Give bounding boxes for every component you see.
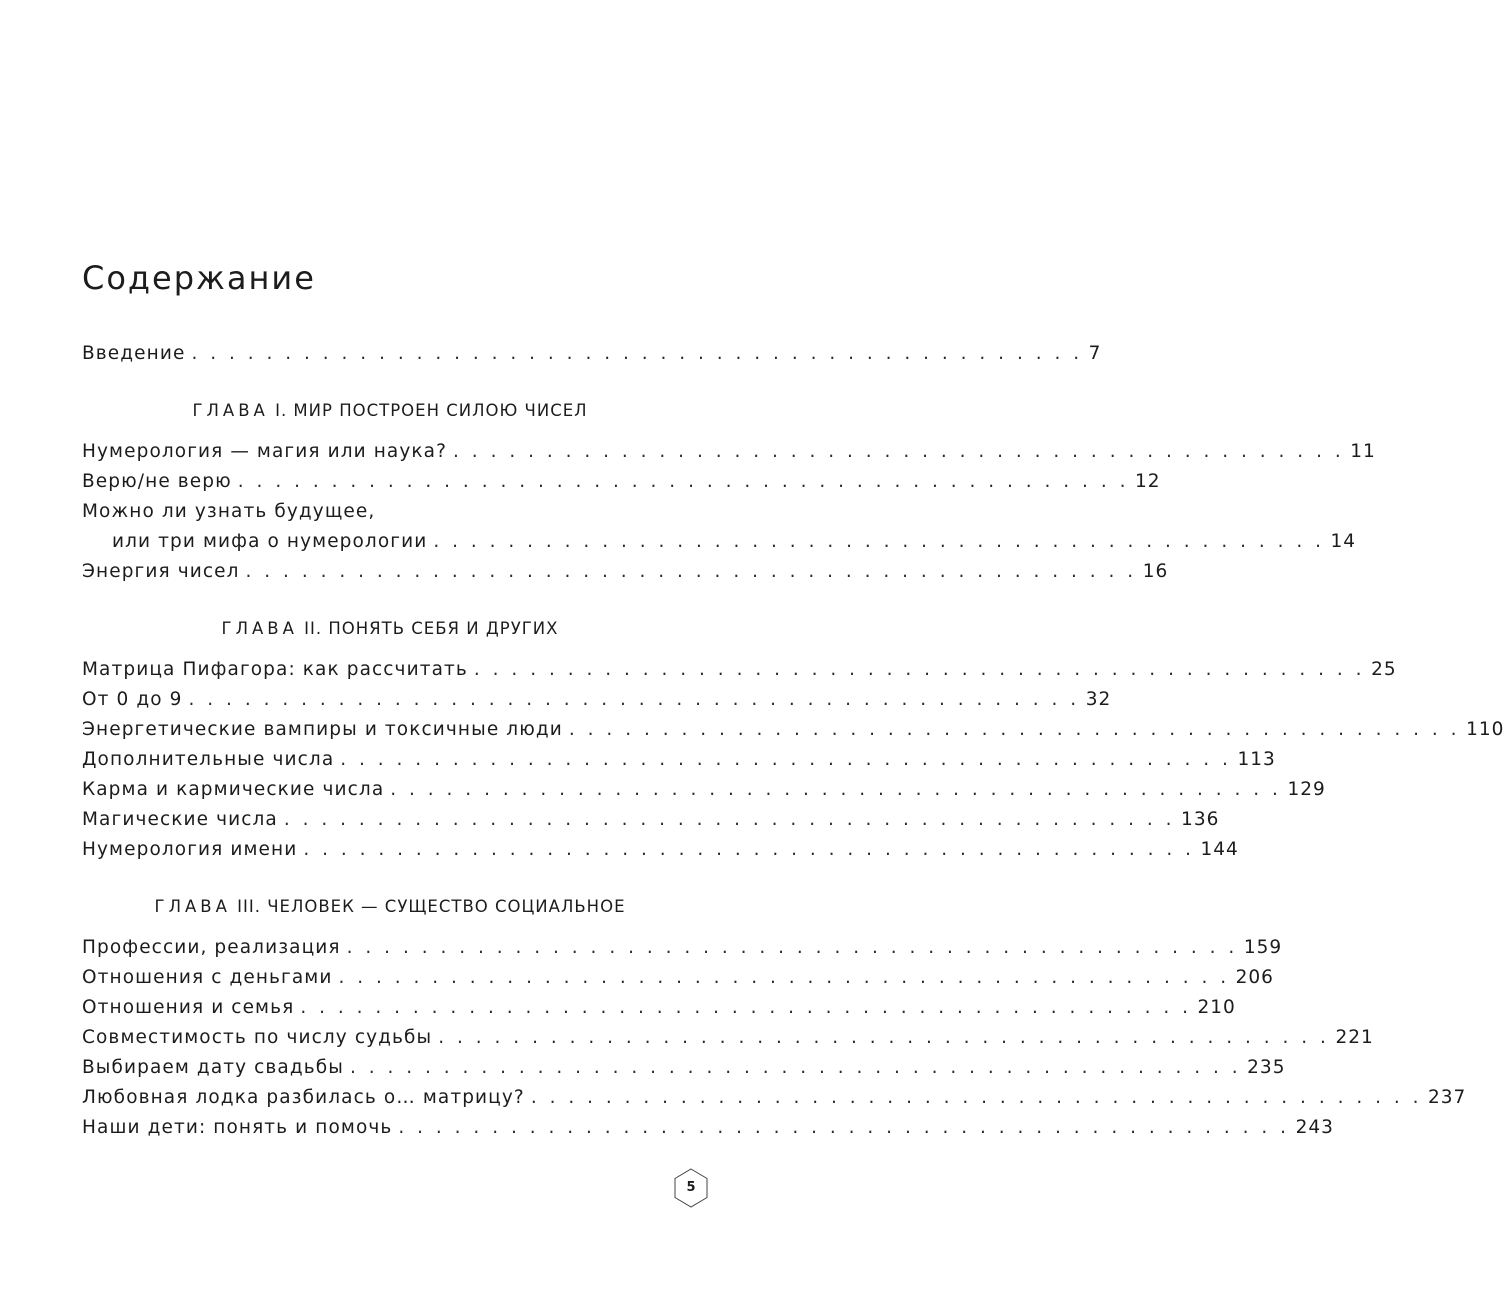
toc-entry-title: Карма и кармические числа xyxy=(82,779,385,800)
toc-entry-page: 113 xyxy=(1237,749,1276,770)
chapter-label: ГЛАВА xyxy=(192,401,269,420)
toc-entry-page: 159 xyxy=(1243,937,1283,958)
toc-entry-page: 235 xyxy=(1247,1057,1286,1078)
toc-entry-page: 210 xyxy=(1197,997,1236,1018)
toc-leader-dots: . . . . . . . . . . . . . . . . . . . . . . . . . . . . . . . . . . . . . . . . . . . . . . . . xyxy=(453,441,1345,462)
toc-entry-title: Отношения и семья xyxy=(82,997,295,1018)
toc-entry[interactable] xyxy=(82,993,1236,1023)
toc-entry-title: Можно ли узнать будущее, xyxy=(82,501,376,522)
toc-leader-dots: . . . . . . . . . . . . . . . . . . . . . . . . . . . . . . . . . . . . . . . . . . . . . . . . xyxy=(303,839,1195,860)
toc-entry-page: 12 xyxy=(1134,471,1161,492)
toc-entry-page: 11 xyxy=(1350,441,1376,462)
toc-leader-dots: . . . . . . . . . . . . . . . . . . . . . . . . . . . . . . . . . . . . . . . . . . . . . . . . xyxy=(568,719,1461,740)
toc-leader-dots: . . . . . . . . . . . . . . . . . . . . . . . . . . . . . . . . . . . . . . . . . . . . . . . . xyxy=(390,779,1282,800)
toc-entry-title: Дополнительные числа xyxy=(82,749,335,770)
toc-entry[interactable] xyxy=(82,437,1376,467)
chapter-heading xyxy=(0,894,780,920)
toc-entry-title: Энергия чисел xyxy=(82,561,240,582)
toc-leader-dots: . . . . . . . . . . . . . . . . . . . . . . . . . . . . . . . . . . . . . . . . . . . . . . . . xyxy=(473,659,1366,680)
chapter-heading xyxy=(0,398,780,424)
toc-entry-page: 243 xyxy=(1295,1117,1334,1138)
toc-leader-dots: . . . . . . . . . . . . . . . . . . . . . . . . . . . . . . . . . . . . . . . . . . . . . . . . xyxy=(346,937,1238,958)
toc-entry[interactable] xyxy=(82,557,1169,587)
toc-entry-title: Любовная лодка разбилась о… матрицу? xyxy=(82,1087,525,1108)
toc-entry[interactable] xyxy=(82,835,1239,865)
toc-leader-dots: . . . . . . . . . . . . . . . . . . . . . . . . . . . . . . . . . . . . . . . . . . . . . . . . xyxy=(237,471,1129,492)
toc-entry-page: 206 xyxy=(1235,967,1274,988)
chapter-label: ГЛАВА xyxy=(154,897,231,916)
toc-entry[interactable] xyxy=(82,715,1504,745)
toc-entry-page: 110 xyxy=(1466,719,1504,740)
toc-leader-dots: . . . . . . . . . . . . . . . . . . . . . . . . . . . . . . . . . . . . . . . . . . . . . . . . xyxy=(438,1027,1330,1048)
toc-entry[interactable] xyxy=(82,805,1220,835)
toc-leader-dots: . . . . . . . . . . . . . . . . . . . . . . . . . . . . . . . . . . . . . . . . . . . . . . . . xyxy=(188,689,1080,710)
toc-entry-page: 129 xyxy=(1287,779,1326,800)
toc-entry-title: Отношения с деньгами xyxy=(82,967,333,988)
toc-entry[interactable] xyxy=(82,1053,1286,1083)
toc-entry-page: 221 xyxy=(1335,1027,1374,1048)
toc-entry-title: Энергетические вампиры и токсичные люди xyxy=(82,719,563,740)
toc-leader-dots: . . . . . . . . . . . . . . . . . . . . . . . . . . . . . . . . . . . . . . . . . . . . . . . . xyxy=(245,561,1137,582)
toc-entry-title: Нумерология — магия или наука? xyxy=(82,441,448,462)
toc-entry[interactable] xyxy=(82,655,1397,685)
toc-leader-dots: . . . . . . . . . . . . . . . . . . . . . . . . . . . . . . . . . . . . . . . . . . . . . . . . xyxy=(398,1117,1290,1138)
toc-entry-page: 32 xyxy=(1085,689,1112,710)
toc-entry[interactable] xyxy=(82,1113,1334,1143)
toc-leader-dots: . . . . . . . . . . . . . . . . . . . . . . . . . . . . . . . . . . . . . . . . . . . . . . . . xyxy=(191,343,1083,364)
toc-leader-dots: . . . . . . . . . . . . . . . . . . . . . . . . . . . . . . . . . . . . . . . . . . . . . . . . xyxy=(530,1087,1423,1108)
toc-entry-page: 16 xyxy=(1142,561,1169,582)
page-number: 5 xyxy=(686,1180,696,1195)
toc-leader-dots: . . . . . . . . . . . . . . . . . . . . . . . . . . . . . . . . . . . . . . . . . . . . . . . . xyxy=(283,809,1176,830)
chapter-title: III. ЧЕЛОВЕК — СУЩЕСТВО СОЦИАЛЬНОЕ xyxy=(237,897,626,916)
toc-entry[interactable] xyxy=(82,963,1274,993)
toc-entry-title: Магические числа xyxy=(82,809,278,830)
toc-entry-title: Совместимость по числу судьбы xyxy=(82,1027,433,1048)
page-title: Содержание xyxy=(82,259,316,297)
toc-entry-title: Матрица Пифагора: как рассчитать xyxy=(82,659,468,680)
toc-entry[interactable] xyxy=(82,685,1112,715)
toc-entry-page: 136 xyxy=(1181,809,1220,830)
toc-entry-title: Профессии, реализация xyxy=(82,937,341,958)
toc-entry-page: 14 xyxy=(1330,531,1357,552)
toc-leader-dots: . . . . . . . . . . . . . . . . . . . . . . . . . . . . . . . . . . . . . . . . . . . . . . . . xyxy=(433,531,1325,552)
toc-entry[interactable] xyxy=(82,467,1161,497)
toc-entry[interactable] xyxy=(82,497,704,527)
page-number-badge xyxy=(673,1168,709,1208)
toc-entry-title: Выбираем дату свадьбы xyxy=(82,1057,344,1078)
chapter-heading xyxy=(0,616,780,642)
toc-entry-title: Наши дети: понять и помочь xyxy=(82,1117,393,1138)
toc-entry-page: 25 xyxy=(1371,659,1397,680)
toc-leader-dots: . . . . . . . . . . . . . . . . . . . . . . . . . . . . . . . . . . . . . . . . . . . . . . . . xyxy=(340,749,1232,770)
toc-entry-page: 237 xyxy=(1428,1087,1467,1108)
toc-entry[interactable] xyxy=(82,1083,1467,1113)
toc-entry-title: Верю/не верю xyxy=(82,471,232,492)
toc-entry-title: От 0 до 9 xyxy=(82,689,183,710)
toc-entry[interactable] xyxy=(82,1023,1374,1053)
toc-entry-page: 7 xyxy=(1088,343,1102,364)
chapter-title: II. ПОНЯТЬ СЕБЯ И ДРУГИХ xyxy=(304,619,559,638)
toc-leader-dots: . . . . . . . . . . . . . . . . . . . . . . . . . . . . . . . . . . . . . . . . . . . . . . . . xyxy=(349,1057,1242,1078)
toc-entry[interactable] xyxy=(82,933,1283,963)
toc-entry-title: или три мифа о нумерологии xyxy=(112,531,428,552)
chapter-label: ГЛАВА xyxy=(221,619,298,638)
toc-entry[interactable] xyxy=(82,339,1102,369)
toc-entry[interactable] xyxy=(82,745,1276,775)
toc-entry[interactable] xyxy=(112,527,1357,557)
toc-leader-dots: . . . . . . . . . . . . . . . . . . . . . . . . . . . . . . . . . . . . . . . . . . . . . . . . xyxy=(300,997,1192,1018)
toc-entry-title: Введение xyxy=(82,343,186,364)
toc-entry-page: 144 xyxy=(1200,839,1239,860)
toc-leader-dots: . . . . . . . . . . . . . . . . . . . . . . . . . . . . . . . . . . . . . . . . . . . . . . . . xyxy=(338,967,1230,988)
chapter-title: I. МИР ПОСТРОЕН СИЛОЮ ЧИСЕЛ xyxy=(275,401,588,420)
toc-entry-title: Нумерология имени xyxy=(82,839,298,860)
toc-entry[interactable] xyxy=(82,775,1326,805)
